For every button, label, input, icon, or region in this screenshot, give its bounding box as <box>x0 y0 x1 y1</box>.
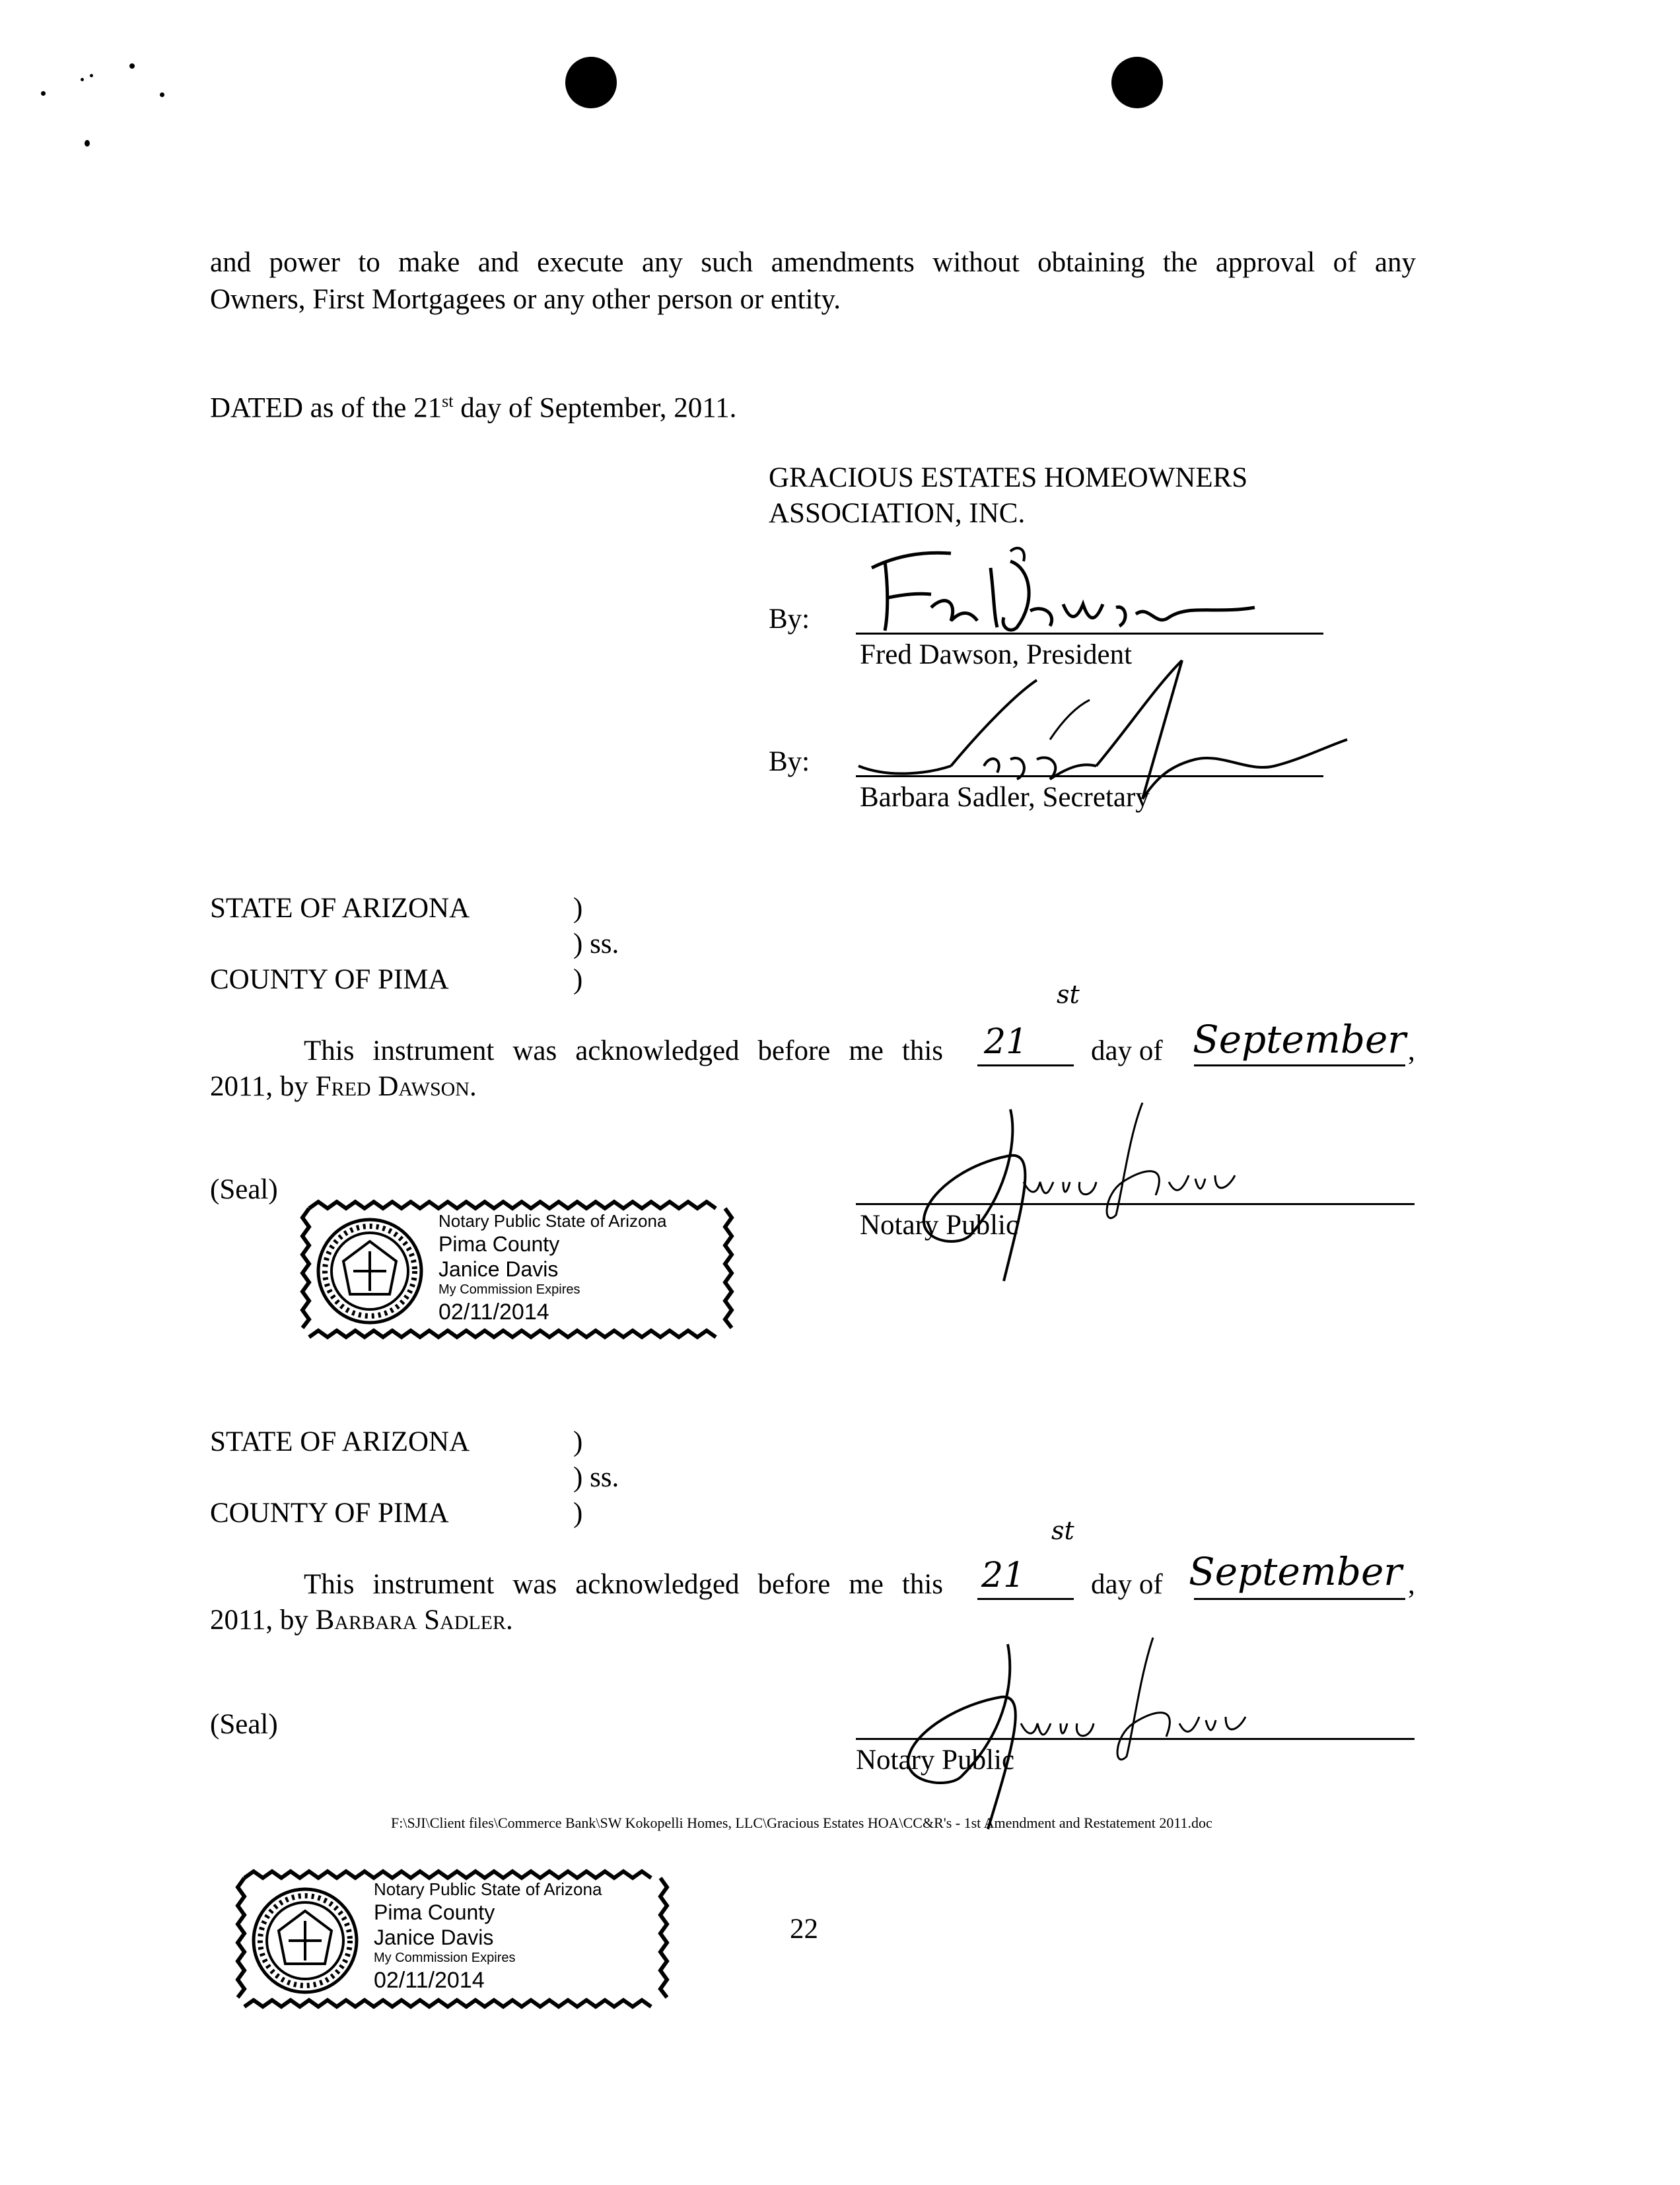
page-number: 22 <box>790 1914 818 1945</box>
stamp-line-4: My Commission Expires <box>438 1282 580 1297</box>
scan-speck <box>90 74 93 77</box>
barbara-sadler-signature <box>852 647 1354 845</box>
stamp-line-3: Janice Davis <box>438 1257 559 1281</box>
handwritten-month: September <box>1189 1549 1402 1594</box>
seal-label: (Seal) <box>210 1174 278 1205</box>
day-blank <box>977 1598 1074 1600</box>
comma: , <box>1408 1569 1415 1600</box>
signatory-name: Fred Dawson, President <box>860 639 1133 670</box>
venue-paren: ) <box>573 1426 583 1457</box>
county-of-pima: COUNTY OF PIMA <box>210 964 449 995</box>
handwritten-day: 21 <box>984 1022 1028 1062</box>
stamp-line-3: Janice Davis <box>374 1925 494 1949</box>
scan-speck <box>160 92 164 97</box>
dated-sup: st <box>442 392 454 411</box>
stamp-line-5: 02/11/2014 <box>438 1300 549 1325</box>
fred-dawson-signature <box>858 541 1281 641</box>
association-name-line-2: ASSOCIATION, INC. <box>769 498 1026 529</box>
county-of-pima: COUNTY OF PIMA <box>210 1498 449 1529</box>
venue-ss: ) ss. <box>573 1462 619 1493</box>
ack-end: . <box>469 1071 477 1102</box>
janice-davis-signature <box>889 1624 1285 1842</box>
handwritten-day: 21 <box>981 1556 1026 1595</box>
day-of-label: day of <box>1091 1569 1163 1600</box>
signatory-name: Barbara Sadler, Secretary <box>860 782 1150 813</box>
comma: , <box>1408 1035 1415 1066</box>
state-of-arizona: STATE OF ARIZONA <box>210 893 470 924</box>
dated-suffix: day of September, 2011. <box>453 392 737 424</box>
ack-year: 2011, by <box>210 1605 316 1636</box>
acknowledged-by <box>210 1070 477 1104</box>
scan-speck <box>129 63 135 69</box>
body-text-line-2: Owners, First Mortgagees or any other person or entity. <box>210 284 841 315</box>
ack-year: 2011, by <box>210 1071 316 1102</box>
scan-speck <box>81 78 84 81</box>
venue-paren: ) <box>573 893 583 924</box>
ack-name: Barbara Sadler <box>315 1605 507 1636</box>
month-blank <box>1194 1064 1405 1066</box>
scan-speck <box>85 140 90 147</box>
punch-hole-left <box>565 57 617 108</box>
ack-name: Fred Dawson <box>315 1071 470 1102</box>
punch-hole-right <box>1111 57 1163 108</box>
venue-paren: ) <box>573 964 583 995</box>
stamp-line-2: Pima County <box>438 1232 560 1256</box>
stamp-line-4: My Commission Expires <box>374 1951 516 1965</box>
month-blank <box>1194 1598 1405 1600</box>
scan-speck <box>41 91 46 96</box>
acknowledged-by <box>210 1603 513 1638</box>
stamp-line-1: Notary Public State of Arizona <box>438 1211 667 1231</box>
janice-davis-signature <box>905 1083 1301 1301</box>
ack-end: . <box>506 1605 513 1636</box>
signature-by-label: By: <box>769 604 810 635</box>
acknowledgment-line: This instrument was acknowledged before me this <box>304 1035 943 1066</box>
stamp-line-1: Notary Public State of Arizona <box>374 1879 602 1899</box>
dated-line <box>210 391 736 425</box>
file-path-footer: F:\SJI\Client files\Commerce Bank\SW Kokopelli Homes, LLC\Gracious Estates HOA\CC&R's - 1st Amendment and Restatement 2011.doc <box>391 1815 1212 1831</box>
venue-ss: ) ss. <box>573 928 619 959</box>
stamp-line-5: 02/11/2014 <box>374 1968 485 1993</box>
association-name-line-1: GRACIOUS ESTATES HOMEOWNERS <box>769 462 1248 493</box>
body-text-line-1: and power to make and execute any such amendments without obtaining the approval of any <box>210 247 1416 278</box>
handwritten-month: September <box>1193 1017 1406 1062</box>
handwritten-day-suffix: st <box>1051 1516 1074 1545</box>
handwritten-day-suffix: st <box>1057 980 1080 1009</box>
dated-prefix: DATED as of the 21 <box>210 392 442 424</box>
day-of-label: day of <box>1091 1035 1163 1066</box>
acknowledgment-line: This instrument was acknowledged before me this <box>304 1569 943 1600</box>
state-of-arizona: STATE OF ARIZONA <box>210 1426 470 1457</box>
day-blank <box>977 1064 1074 1066</box>
stamp-line-2: Pima County <box>374 1900 495 1924</box>
notary-public-label: Notary Public <box>856 1745 1015 1776</box>
venue-paren: ) <box>573 1498 583 1529</box>
signature-by-label: By: <box>769 746 810 777</box>
seal-label: (Seal) <box>210 1709 278 1740</box>
notary-public-label: Notary Public <box>860 1210 1019 1241</box>
